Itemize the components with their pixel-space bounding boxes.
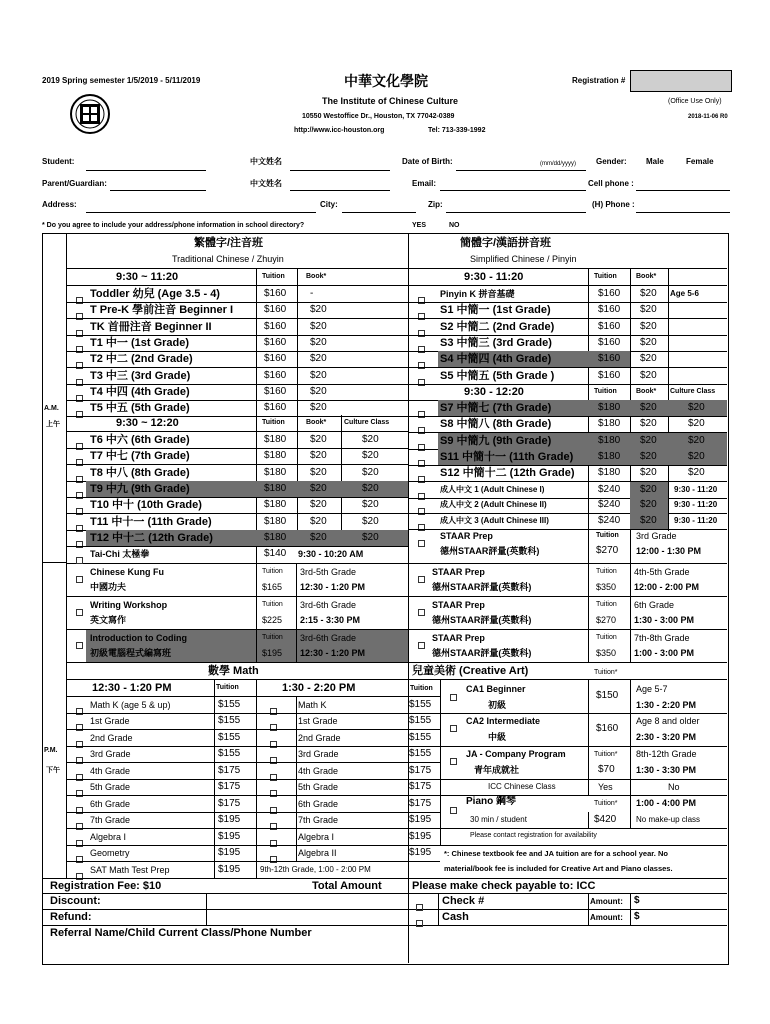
ca2-name: CA2 Intermediate xyxy=(466,716,541,726)
math-left-price: $195 xyxy=(218,830,241,842)
simp-class-row: S4 中簡四 (4th Grade) $160 $20 xyxy=(440,353,657,366)
math-left-price: $195 xyxy=(218,814,241,826)
ca1-time: 1:30 - 2:20 PM xyxy=(636,700,697,710)
math-right-name: Algebra II xyxy=(298,848,337,859)
math-right-checkbox[interactable] xyxy=(270,718,277,736)
math-left-row: SAT Math Test Prep xyxy=(90,864,170,875)
staar4-row: STAAR Prep 德州STAAR評量(英數科) Tuition $350 7th-8th Grade 1:00 - 3:00 PM xyxy=(432,633,695,658)
address-label: Address: xyxy=(42,200,77,209)
fee-note-1: *: Chinese textbook fee and JA tuition are for a school year. No xyxy=(444,849,668,858)
simp-class-row: S12 中簡十二 (12th Grade) $180 $20 $20 xyxy=(440,467,705,480)
math-left-row: Geometry xyxy=(90,848,130,859)
pm-label-cn: 下午 xyxy=(46,767,60,774)
trad-class-row: TK 首冊注音 Beginner II $160 $20 xyxy=(90,320,327,333)
simp-class-row: S11 中簡十一 (11th Grade) $180 $20 $20 xyxy=(440,451,705,463)
ja-price: $70 xyxy=(598,764,615,775)
writing-row: Writing Workshop 英文寫作 Tuition $225 3rd-6th Grade 2:15 - 3:30 PM xyxy=(90,600,361,625)
icc-class-label: ICC Chinese Class xyxy=(488,782,556,791)
math-tuition-right: Tuition xyxy=(410,685,433,692)
form-version: 2018-11-06 R0 xyxy=(688,114,728,120)
check-label: Check # xyxy=(442,895,485,907)
simp-class-row: S9 中簡九 (9th Grade) $180 $20 $20 xyxy=(440,434,705,447)
parent-label: Parent/Guardian: xyxy=(42,179,107,188)
math-right-name: 5th Grade xyxy=(298,782,339,793)
adult-class-row: 成人中文 3 (Adult Chinese III) $240 $20 9:30 - 11:20 xyxy=(440,515,718,526)
ca2-checkbox[interactable] xyxy=(450,719,457,737)
adult-class-row: 成人中文 2 (Adult Chinese II) $240 $20 9:30 - 11:20 xyxy=(440,499,718,511)
total-amount: Total Amount xyxy=(312,880,382,892)
piano-minutes: 30 min / student xyxy=(470,815,527,824)
math-right-price: $155 xyxy=(409,748,432,760)
ja-time: 1:30 - 3:30 PM xyxy=(636,765,697,775)
ja-tuition: Tuition* xyxy=(594,751,618,758)
ja-cn: 青年成就社 xyxy=(474,765,520,775)
city-label: City: xyxy=(320,200,338,209)
simp-title-cn: 簡體字/漢語拼音班 xyxy=(460,237,552,249)
taichi-row: Tai-Chi 太極拳 $140 9:30 - 10:20 AM xyxy=(90,548,364,560)
piano-name: Piano 鋼琴 xyxy=(466,796,517,807)
office-use: (Office Use Only) xyxy=(668,98,722,105)
staar-row: STAAR Prep 德州STAAR評量(英數科) Tuition $270 3rd Grade 12:00 - 1:30 PM xyxy=(440,530,702,556)
math-left-price: $195 xyxy=(218,863,241,875)
hphone-label: (H) Phone : xyxy=(592,200,635,209)
math-right-price: $175 xyxy=(409,797,432,809)
simp-class-row: S2 中簡二 (2nd Grade) $160 $20 xyxy=(440,320,657,333)
math-left-row: 2nd Grade xyxy=(90,732,133,743)
simp-title-en: Simplified Chinese / Pinyin xyxy=(470,254,577,264)
trad-class-row: T9 中九 (9th Grade) $180 $20 $20 xyxy=(90,482,379,495)
math-right-price: $175 xyxy=(409,781,432,793)
art-title: 兒童美術 (Creative Art) xyxy=(412,665,529,677)
ja-name: JA - Company Program xyxy=(466,749,566,759)
math-left-row: 6th Grade xyxy=(90,798,131,809)
math-left-price: $175 xyxy=(218,797,241,809)
email-label: Email: xyxy=(412,179,437,188)
math-right-checkbox[interactable] xyxy=(270,702,277,720)
piano-checkbox[interactable] xyxy=(450,801,457,819)
simp-header-row-2: 9:30 - 12:20 Tuition Book* Culture Class xyxy=(464,385,716,398)
trad-header-row-2: 9:30 ~ 12:20 Tuition Book* Culture Class xyxy=(116,417,390,429)
math-right-price: $155 xyxy=(409,715,432,727)
math-left-price: $155 xyxy=(218,748,241,760)
math-left-price: $195 xyxy=(218,847,241,859)
icc-no: No xyxy=(668,782,680,792)
math-title: 數學 Math xyxy=(208,665,259,677)
simp-class-row: S3 中簡三 (3rd Grade) $160 $20 xyxy=(440,336,657,349)
math-left-price: $175 xyxy=(218,781,241,793)
trad-class-row: T3 中三 (3rd Grade) $160 $20 xyxy=(90,369,327,382)
trad-class-row: T2 中二 (2nd Grade) $160 $20 xyxy=(90,353,327,366)
trad-class-row: T8 中八 (8th Grade) $180 $20 $20 xyxy=(90,466,379,479)
math-right-name: 3rd Grade xyxy=(298,749,339,760)
school-address: 10550 Westoffice Dr., Houston, TX 77042-0389 xyxy=(302,113,455,120)
semester: 2019 Spring semester 1/5/2019 - 5/11/2019 xyxy=(42,76,201,85)
refund-label: Refund: xyxy=(50,911,92,923)
trad-title-en: Traditional Chinese / Zhuyin xyxy=(172,254,284,264)
chinese-name-label: 中文姓名 xyxy=(250,157,282,166)
check-amount-label: Amount: xyxy=(590,897,623,906)
sat-note: 9th-12th Grade, 1:00 - 2:00 PM xyxy=(260,864,371,874)
ca2-cn: 中級 xyxy=(488,732,507,742)
am-label: A.M. xyxy=(44,405,59,412)
math-right-price: $175 xyxy=(409,764,432,776)
school-name-en: The Institute of Chinese Culture xyxy=(322,96,459,106)
math-left-row: 5th Grade xyxy=(90,782,131,793)
math-right-checkbox[interactable] xyxy=(270,751,277,769)
math-left-row: Algebra I xyxy=(90,831,127,842)
pm-label: P.M. xyxy=(44,747,58,754)
math-right-name: 4th Grade xyxy=(298,765,339,776)
math-right-checkbox[interactable] xyxy=(270,784,277,802)
fee-note-2: material/book fee is included for Creative Art and Piano classes. xyxy=(444,864,673,873)
math-right-price: $195 xyxy=(409,814,432,826)
registration-label: Registration # xyxy=(572,76,626,85)
payable-note: Please make check payable to: ICC xyxy=(412,880,596,892)
trad-class-row: T6 中六 (6th Grade) $180 $20 $20 xyxy=(90,434,379,446)
directory-question: * Do you agree to include your address/phone information in school directory? xyxy=(42,222,305,229)
trad-title-cn: 繁體字/注音班 xyxy=(194,237,264,249)
trad-class-row: T1 中一 (1st Grade) $160 $20 xyxy=(90,336,327,349)
math-left-row: 7th Grade xyxy=(90,815,131,826)
math-left-price: $155 xyxy=(218,699,241,710)
math-right-checkbox[interactable] xyxy=(270,801,277,819)
school-website: http://www.icc-houston.org xyxy=(294,127,385,134)
art-tuition: Tuition* xyxy=(594,669,618,676)
gender-female[interactable]: Female xyxy=(686,157,714,166)
cash-dollar: $ xyxy=(634,911,640,922)
piano-time: 1:00 - 4:00 PM xyxy=(636,798,697,808)
math-right-price: $195 xyxy=(409,847,432,859)
zip-label: Zip: xyxy=(428,200,443,209)
ja-grade: 8th-12th Grade xyxy=(636,749,697,759)
math-left-price: $175 xyxy=(218,764,241,776)
registration-number-box[interactable] xyxy=(630,70,732,92)
math-left-row: 4th Grade xyxy=(90,765,131,776)
staar2-row: STAAR Prep 德州STAAR評量(英數科) Tuition $350 4th-5th Grade 12:00 - 2:00 PM xyxy=(432,567,700,592)
availability-note: Please contact registration for availability xyxy=(470,832,597,839)
piano-note: No make-up class xyxy=(636,815,701,824)
simp-header-row-1: 9:30 - 11:20 Tuition Book* xyxy=(464,271,657,283)
registration-fee: Registration Fee: $10 xyxy=(50,880,162,892)
simp-class-row: Pinyin K 拼音基礎 $160 $20 Age 5-6 xyxy=(440,288,699,299)
dob-format: (mm/dd/yyyy) xyxy=(540,161,576,167)
gender-label: Gender: xyxy=(596,157,627,166)
school-name-cn: 中華文化學院 xyxy=(344,73,428,89)
kungfu-row: Chinese Kung Fu 中國功夫 Tuition $165 3rd-5th Grade 12:30 - 1:20 PM xyxy=(90,567,366,592)
staar3-row: STAAR Prep 德州STAAR評量(英數科) Tuition $270 6th Grade 1:30 - 3:00 PM xyxy=(432,600,695,625)
parent-chinese-name-label: 中文姓名 xyxy=(250,179,282,188)
math-left-row: 1st Grade xyxy=(90,716,130,727)
math-right-checkbox[interactable] xyxy=(270,768,277,786)
trad-class-row: T10 中十 (10th Grade) $180 $20 $20 xyxy=(90,499,379,512)
ja-checkbox[interactable] xyxy=(450,752,457,770)
math-right-name: 1st Grade xyxy=(298,716,338,727)
school-seal-logo xyxy=(66,94,114,134)
trad-class-row: T Pre-K 學前注音 Beginner I $160 $20 xyxy=(90,304,327,317)
simp-class-row: S1 中簡一 (1st Grade) $160 $20 xyxy=(440,304,657,317)
math-right-checkbox[interactable] xyxy=(270,735,277,753)
cash-amount-label: Amount: xyxy=(590,913,623,922)
cash-checkbox[interactable] xyxy=(416,914,423,932)
icc-yes: Yes xyxy=(598,782,613,792)
math-right-name: 2nd Grade xyxy=(298,732,341,743)
trad-class-row: T7 中七 (7th Grade) $180 $20 $20 xyxy=(90,450,379,463)
simp-class-row: S8 中簡八 (8th Grade) $180 $20 $20 xyxy=(440,418,705,431)
math-right-checkbox[interactable] xyxy=(270,817,277,835)
ca2-price: $160 xyxy=(596,723,619,734)
student-label: Student: xyxy=(42,157,75,166)
trad-class-row: T11 中十一 (11th Grade) $180 $20 $20 xyxy=(90,515,379,528)
math-right-name: Algebra I xyxy=(298,831,335,842)
simp-class-row: S7 中簡七 (7th Grade) $180 $20 $20 xyxy=(440,402,705,415)
trad-header-row-1: 9:30 ~ 11:20 Tuition Book* xyxy=(116,271,327,283)
simp-class-row: S5 中簡五 (5th Grade ) $160 $20 xyxy=(440,369,657,382)
adult-class-row: 成人中文 1 (Adult Chinese I) $240 $20 9:30 - 11:20 xyxy=(440,483,718,495)
directory-yes[interactable]: YES xyxy=(412,222,427,229)
ca1-cn: 初級 xyxy=(488,700,507,710)
math-right-name: 7th Grade xyxy=(298,815,339,826)
math-left-row: Math K (age 5 & up) xyxy=(90,700,171,710)
check-dollar: $ xyxy=(634,895,640,906)
school-tel: Tel: 713-339-1992 xyxy=(428,127,486,134)
piano-price: $420 xyxy=(594,814,617,825)
am-label-cn: 上午 xyxy=(46,421,60,428)
ca1-price: $150 xyxy=(596,690,619,701)
dob-label: Date of Birth: xyxy=(402,157,453,166)
referral-label: Referral Name/Child Current Class/Phone Number xyxy=(50,927,312,939)
coding-row: Introduction to Coding 初級電腦程式編寫班 Tuition $195 3rd-6th Grade 12:30 - 1:20 PM xyxy=(90,633,366,658)
math-right-price: $155 xyxy=(409,699,432,710)
piano-tuition: Tuition* xyxy=(594,800,618,807)
cash-label: Cash xyxy=(442,911,469,923)
directory-no[interactable]: NO xyxy=(449,222,460,229)
cell-label: Cell phone : xyxy=(588,179,634,188)
trad-class-row: Toddler 幼兒 (Age 3.5 - 4) $160 - xyxy=(90,288,314,300)
math-left-price: $155 xyxy=(218,715,241,727)
trad-class-row: T5 中五 (5th Grade) $160 $20 xyxy=(90,402,327,415)
gender-male[interactable]: Male xyxy=(646,157,664,166)
math-right-price: $155 xyxy=(409,731,432,743)
trad-class-row: T4 中四 (4th Grade) $160 $20 xyxy=(90,385,327,398)
ca1-age: Age 5-7 xyxy=(636,684,668,694)
discount-label: Discount: xyxy=(50,895,101,907)
ca2-age: Age 8 and older xyxy=(636,716,700,726)
trad-class-row: T12 中十二 (12th Grade) $180 $20 $20 xyxy=(90,531,379,544)
math-right-name: Math K xyxy=(298,700,327,710)
math-left-row: 3rd Grade xyxy=(90,749,131,760)
math-right-name: 6th Grade xyxy=(298,798,339,809)
ca1-checkbox[interactable] xyxy=(450,688,457,706)
math-right-checkbox[interactable] xyxy=(270,834,277,852)
math-header-row: 12:30 - 1:20 PM Tuition 1:30 - 2:20 PM xyxy=(92,682,356,694)
math-right-price: $195 xyxy=(409,830,432,842)
ca2-time: 2:30 - 3:20 PM xyxy=(636,732,697,742)
ca1-name: CA1 Beginner xyxy=(466,684,526,694)
math-left-price: $155 xyxy=(218,731,241,743)
